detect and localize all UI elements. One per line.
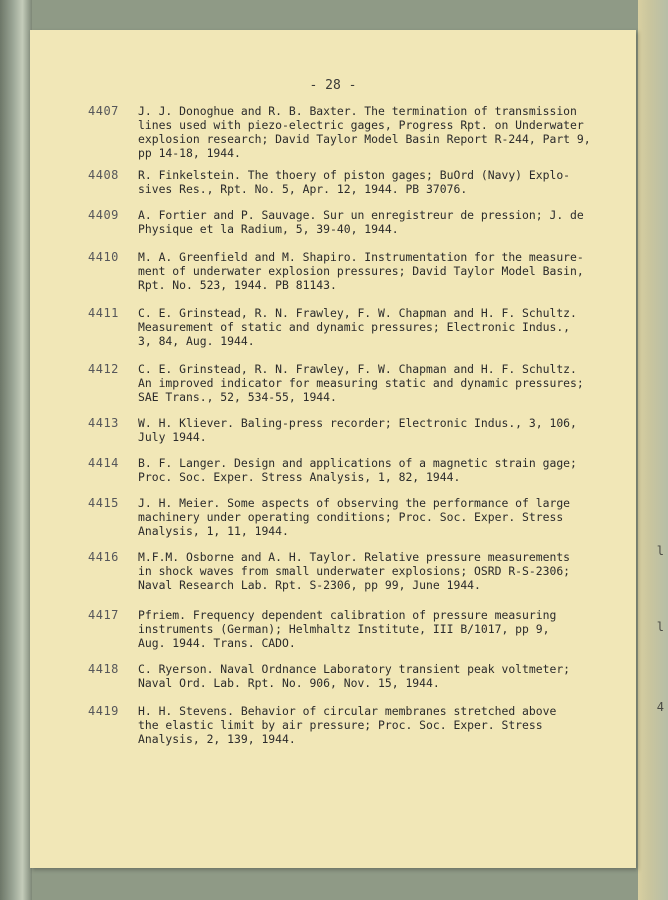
entry-text: Pfriem. Frequency dependent calibration of pressure measuring instruments (German); Helmhaltz Institute, III B/1017, pp 9, Aug. 1944. Trans. CADO. [138, 608, 557, 650]
margin-mark: l [656, 544, 664, 558]
entry-number: 4410 [88, 250, 119, 264]
entry-text: H. H. Stevens. Behavior of circular membranes stretched above the elastic limit by air pressure; Proc. Soc. Exper. Stress Analysis, 2, 139, 1944. [138, 704, 557, 746]
entry-number: 4412 [88, 362, 119, 376]
entry-text: J. H. Meier. Some aspects of observing the performance of large machinery under operating conditions; Proc. Soc. Exper. Stress Analysis, 1, 11, 1944. [138, 496, 571, 538]
entry-text: C. Ryerson. Naval Ordnance Laboratory transient peak voltmeter; Naval Ord. Lab. Rpt. No. 906, Nov. 15, 1944. [138, 662, 571, 690]
margin-mark: 4 [656, 700, 664, 714]
margin-mark: l [656, 620, 664, 634]
entry-number: 4408 [88, 168, 119, 182]
entry-text: J. J. Donoghue and R. B. Baxter. The termination of transmission lines used with piezo-electric gages, Progress Rpt. on Underwater explosion research; David Taylor Model Basin Report R-244, Part 9, pp 14-18, 1944. [138, 104, 591, 160]
document-page [30, 30, 636, 868]
entry-number: 4413 [88, 416, 119, 430]
entry-text: M.F.M. Osborne and A. H. Taylor. Relative pressure measurements in shock waves from small underwater explosions; OSRD R-S-2306; Naval Research Lab. Rpt. S-2306, pp 99, June 1944. [138, 550, 571, 592]
entry-text: M. A. Greenfield and M. Shapiro. Instrumentation for the measure- ment of underwater explosion pressures; David Taylor Model Basin, Rpt. No. 523, 1944. PB 81143. [138, 250, 584, 292]
entry-number: 4415 [88, 496, 119, 510]
entry-number: 4407 [88, 104, 119, 118]
left-scan-edge [0, 0, 32, 900]
entry-number: 4416 [88, 550, 119, 564]
entry-text: C. E. Grinstead, R. N. Frawley, F. W. Chapman and H. F. Schultz. An improved indicator for measuring static and dynamic pressures; SAE Trans., 52, 534-55, 1944. [138, 362, 584, 404]
entry-number: 4414 [88, 456, 119, 470]
entry-text: B. F. Langer. Design and applications of a magnetic strain gage; Proc. Soc. Exper. Stress Analysis, 1, 82, 1944. [138, 456, 577, 484]
entry-text: A. Fortier and P. Sauvage. Sur un enregistreur de pression; J. de Physique et la Radium, 5, 39-40, 1944. [138, 208, 584, 236]
page-number: - 28 - [309, 78, 357, 93]
entry-text: C. E. Grinstead, R. N. Frawley, F. W. Chapman and H. F. Schultz. Measurement of static and dynamic pressures; Electronic Indus., 3, 84, Aug. 1944. [138, 306, 577, 348]
right-scan-edge [638, 0, 668, 900]
entry-text: W. H. Kliever. Baling-press recorder; Electronic Indus., 3, 106, July 1944. [138, 416, 577, 444]
entry-number: 4417 [88, 608, 119, 622]
entry-number: 4411 [88, 306, 119, 320]
entry-number: 4419 [88, 704, 119, 718]
entry-number: 4418 [88, 662, 119, 676]
entry-number: 4409 [88, 208, 119, 222]
entry-text: R. Finkelstein. The thoery of piston gages; BuOrd (Navy) Explo- sives Res., Rpt. No. 5, Apr. 12, 1944. PB 37076. [138, 168, 571, 196]
